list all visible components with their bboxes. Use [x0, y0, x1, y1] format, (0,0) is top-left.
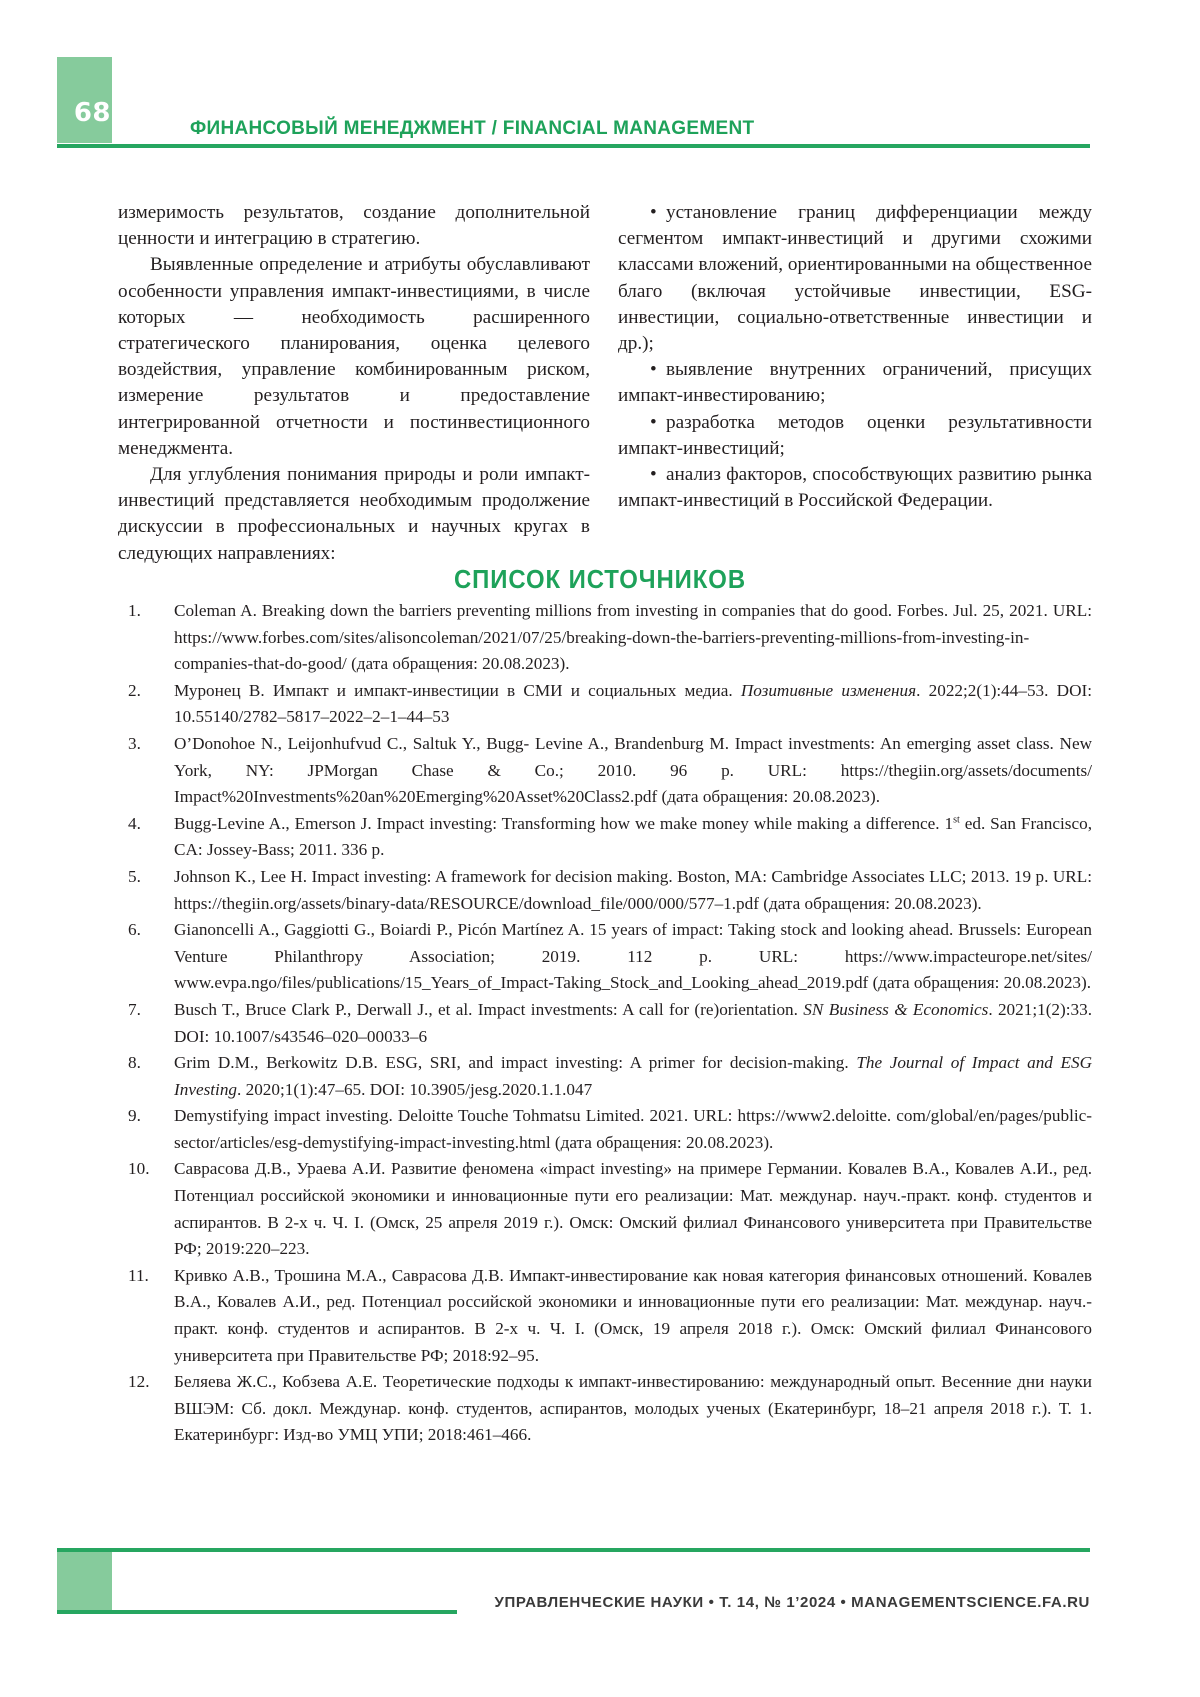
reference-item [128, 678, 1092, 731]
bullet-text: выявление внутренних ограничений, присущих импакт-инвестированию; [618, 359, 1092, 407]
reference-number: 8. [128, 1053, 141, 1073]
reference-item [128, 1369, 1092, 1449]
reference-text: Bugg-Levine A., Emerson J. Impact investing: Transforming how we make money while making a difference. 1st ed. San Francisco, CA: Jossey-Bass; 2011. 336 p. [174, 813, 1093, 860]
reference-number: 10. [128, 1159, 150, 1179]
bullet-item [618, 200, 1092, 357]
bullet-item [618, 410, 1092, 462]
reference-text: Johnson K., Lee H. Impact investing: A framework for decision making. Boston, MA: Cambridge Associates LLC; 2013. 19 p. URL: https://thegiin.org/assets/binary-data/RESOURCE/download_file/000/000/577–1.pdf (дата обращения: 20.08.2023). [174, 866, 1092, 913]
reference-number: 3. [128, 733, 141, 753]
bullet-item [618, 462, 1092, 514]
paragraph: Для углубления понимания природы и роли импакт-инвестиций представляется необходимым продолжение дискуссии в профессиональных и научных кругах в следующих направлениях: [118, 464, 590, 564]
reference-text: Busch T., Bruce Clark P., Derwall J., et al. Impact investments: A call for (re)orientation. SN Business & Economics. 2021;1(2):33. DOI: 10.1007/s43546–020–00033–6 [174, 999, 1092, 1046]
body-left-column [118, 200, 590, 567]
bullet-text: установление границ дифференциации между сегментом импакт-инвестиций и другими схожими классами вложений, ориентированными на общественное благо (включая устойчивые инвестиции, ESG-инвестиции, социально-ответственные инвестиции и др.); [618, 202, 1092, 355]
paragraph: Выявленные определение и атрибуты обуславливают особенности управления импакт-инвестициями, в числе которых — необходимость расширенного стратегического планирования, оценка целевого воздействия, управление комбинированным риском, измерение результатов и предоставление интегрированной отчетности и постинвестиционного менеджмента. [118, 254, 590, 459]
reference-number: 1. [128, 601, 141, 620]
reference-text: Беляева Ж.С., Кобзева А.Е. Теоретические подходы к импакт-инвестированию: международный опыт. Весенние дни науки ВШЭМ: Сб. докл. Междунар. конф. студентов, аспирантов, молодых ученых (Екатеринбург, 18–21 апреля 2018 г.). Т. 1. Екатеринбург: Изд-во УМЦ УПИ; 2018:461–466. [174, 1372, 1092, 1445]
reference-number: 2. [128, 680, 141, 700]
reference-text: Кривко А.В., Трошина М.А., Саврасова Д.В. Импакт-инвестирование как новая категория финансовых отношений. Ковалев В.А., Ковалев А.И., ред. Потенциал российской экономики и инновационные пути его реализации: Мат. междунар. науч.-практ. конф. студентов и аспирантов. В 2-х ч. Ч. I. (Омск, 19 апреля 2018 г.). Омск: Омский филиал Финансового университета при Правительстве РФ; 2018:92–95. [174, 1265, 1092, 1365]
reference-number: 12. [128, 1372, 150, 1392]
footer-rule-top [57, 1548, 1090, 1552]
reference-number: 9. [128, 1106, 141, 1126]
body-right-column [618, 200, 1092, 514]
reference-text: Demystifying impact investing. Deloitte Touche Tohmatsu Limited. 2021. URL: https://www2.deloitte. com/global/en/pages/public-sector/articles/esg-demystifying-impact-investing.html (дата обращения: 20.08.2023). [174, 1106, 1092, 1152]
reference-item [128, 1263, 1092, 1369]
journal-title: SN Business & Economics [803, 999, 989, 1019]
reference-text: Саврасова Д.В., Ураева А.И. Развитие феномена «impact investing» на примере Германии. Ковалев В.А., Ковалев А.И., ред. Потенциал российской экономики и инновационные пути его реализации: Мат. междунар. науч.-практ. конф. студентов и аспирантов. В 2-х ч. Ч. I. (Омск, 25 апреля 2019 г.). Омск: Омский филиал Финансового университета при Правительстве РФ; 2019:220–223. [174, 1159, 1092, 1259]
reference-number: 6. [128, 920, 141, 940]
references-heading: СПИСОК ИСТОЧНИКОВ [453, 564, 747, 594]
footer-rule-bottom [57, 1610, 457, 1614]
reference-number: 7. [128, 999, 141, 1019]
reference-item [128, 997, 1092, 1050]
bullet-item [618, 357, 1092, 409]
reference-item [128, 864, 1092, 917]
bullet-icon: • [650, 359, 657, 381]
reference-text: O’Donohoe N., Leijonhufvud C., Saltuk Y., Bugg- Levine A., Brandenburg M. Impact investments: An emerging asset class. New York, NY: JPMorgan Chase & Co.; 2010. 96 p. URL: https://thegiin.org/assets/documents/ Impact%20Investments%20an%20Emerging%20Asset%20Class2.pdf (дата обращения: 20.08.2023). [174, 733, 1092, 807]
references-list [128, 598, 1092, 1449]
page-number: 68 [73, 98, 111, 128]
bullet-icon: • [650, 411, 657, 433]
reference-item [128, 917, 1092, 997]
reference-number: 5. [128, 866, 141, 886]
footer-color-block [57, 1552, 112, 1610]
reference-text: Coleman A. Breaking down the barriers preventing millions from investing in companies that do good. Forbes. Jul. 25, 2021. URL: https://www.forbes.com/sites/alisoncoleman/2021/07/25/breaking-down-the-barriers-preventing-millions-from-investing-in-companies-that-do-good/ (дата обращения: 20.08.2023). [174, 601, 1092, 674]
reference-item [128, 598, 1092, 678]
reference-number: 4. [128, 813, 141, 833]
running-header-title: ФИНАНСОВЫЙ МЕНЕДЖМЕНТ / FINANCIAL MANAGEMENT [190, 118, 755, 139]
reference-item [128, 1156, 1092, 1262]
reference-number: 11. [128, 1265, 149, 1285]
journal-footer: УПРАВЛЕНЧЕСКИЕ НАУКИ • Т. 14, № 1’2024 • MANAGEMENTSCIENCE.FA.RU [494, 1594, 1090, 1611]
header-rule [57, 144, 1090, 148]
bullet-icon: • [650, 202, 657, 223]
reference-item [128, 1103, 1092, 1156]
ordinal-superscript: st [953, 814, 960, 826]
reference-item [128, 731, 1092, 811]
paragraph: измеримость результатов, создание дополнительной ценности и интеграцию в стратегию. [118, 202, 590, 250]
reference-item [128, 811, 1092, 864]
reference-text: Grim D.M., Berkowitz D.B. ESG, SRI, and impact investing: A primer for decision-making. The Journal of Impact and ESG Investing. 2020;1(1):47–65. DOI: 10.3905/jesg.2020.1.1.047 [174, 1053, 1093, 1099]
bullet-text: разработка методов оценки результативности импакт-инвестиций; [618, 411, 1092, 459]
bullet-icon: • [650, 464, 657, 486]
journal-title: The Journal of Impact and ESG Investing [174, 1053, 1093, 1099]
bullet-text: анализ факторов, способствующих развитию рынка импакт-инвестиций в Российской Федерации. [618, 464, 1092, 512]
reference-text: Gianoncelli A., Gaggiotti G., Boiardi P., Picón Martínez A. 15 years of impact: Taking stock and looking ahead. Brussels: European Venture Philanthropy Association; 2019. 112 p. URL: https://www.impacteurope.net/sites/ www.evpa.ngo/files/publications/15_Years_of_Impact-Taking_Stock_and_Looking_ahead_2019.pdf (дата обращения: 20.08.2023). [174, 920, 1092, 993]
reference-item [128, 1050, 1092, 1103]
reference-text: Муронец В. Импакт и импакт-инвестиции в СМИ и социальных медиа. Позитивные изменения. 2022;2(1):44–53. DOI: 10.55140/2782–5817–2022–2–1–44–53 [174, 680, 1092, 727]
journal-title: Позитивные изменения [740, 680, 917, 700]
